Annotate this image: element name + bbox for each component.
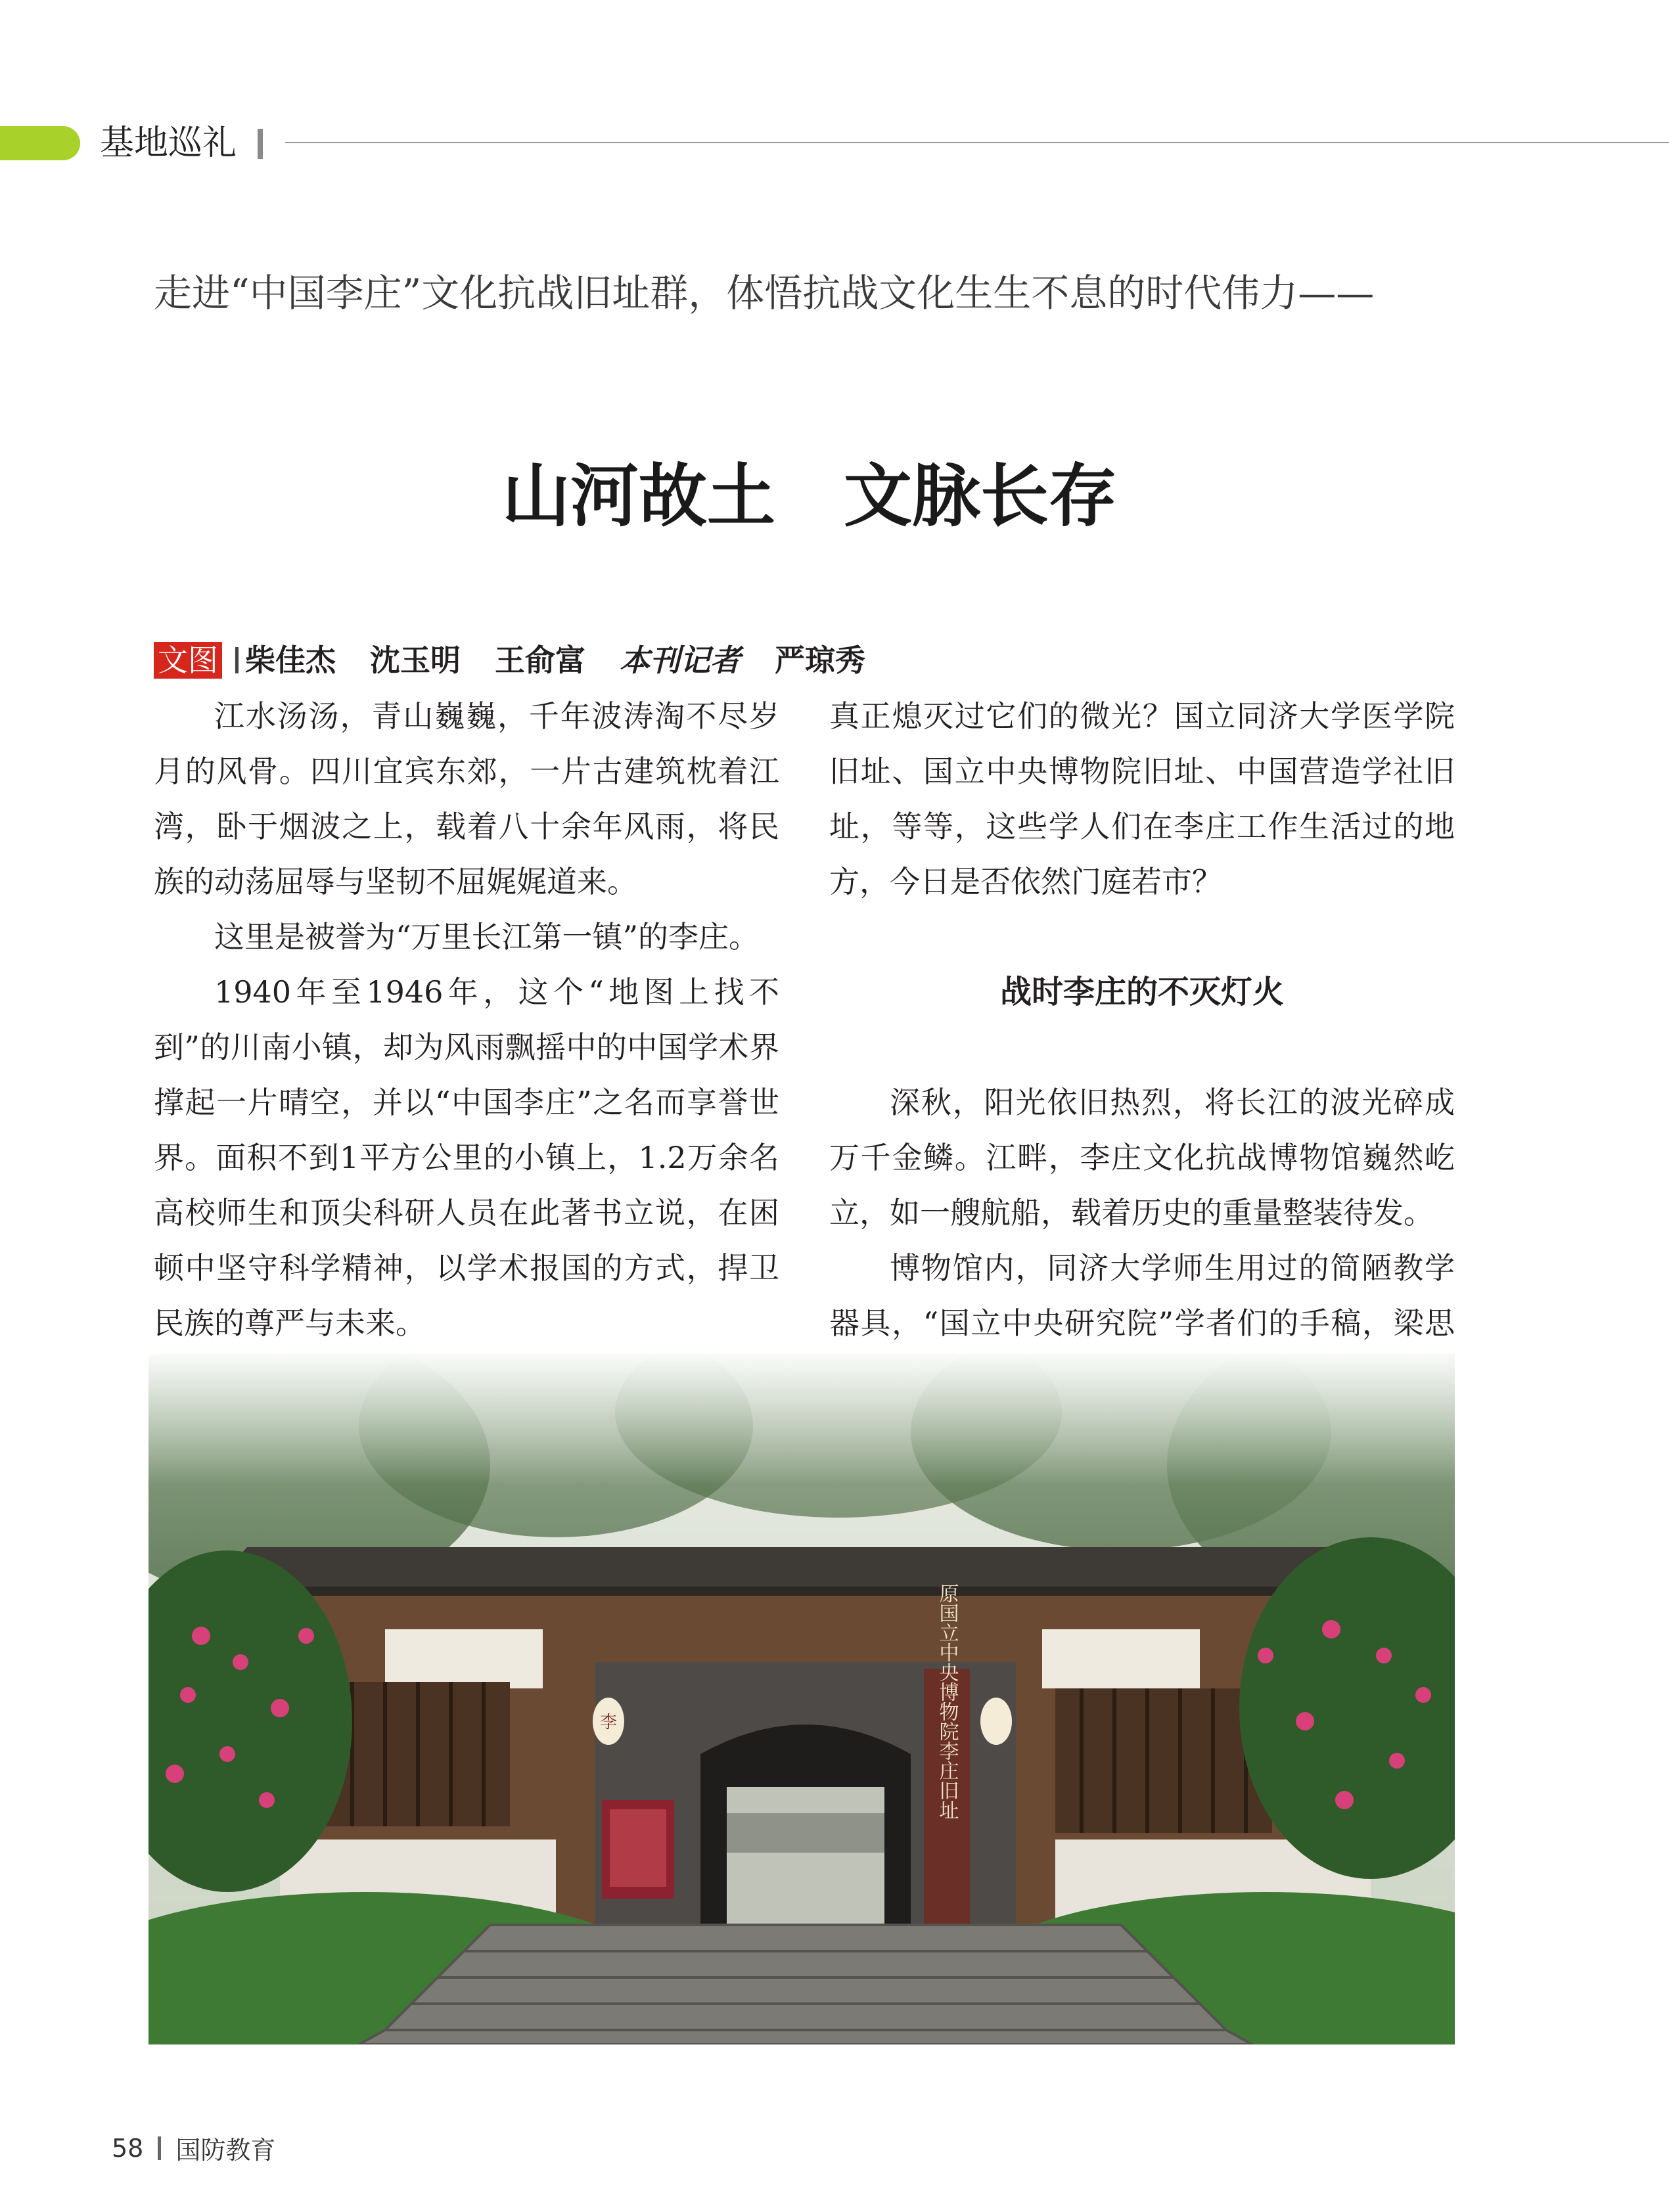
footer-separator: [158, 2136, 161, 2160]
body-paragraph: 江水汤汤，青山巍巍，千年波涛淘不尽岁月的风骨。四川宜宾东郊，一片古建筑枕着江湾，卧于烟波之上，载着八十余年风雨，将民族的动荡屈辱与坚韧不屈娓娓道来。: [154, 698, 779, 899]
section-divider-bar: [258, 129, 263, 159]
page-footer: [112, 2130, 275, 2166]
byline-role: 本刊记者: [620, 643, 741, 678]
body-paragraph: 深秋，阳光依旧热烈，将长江的波光碎成万千金鳞。江畔，李庄文化抗战博物馆巍然屹立，如一艘航船，载着历史的重量整装待发。: [829, 1085, 1455, 1230]
signboard-text: 原国立中央博物院李庄旧址: [935, 1583, 959, 1820]
byline-author: 王俞富: [495, 643, 585, 678]
lantern-text: 李: [599, 1713, 618, 1732]
body-paragraph: 博物馆内，同济大学师生用过的简陋教学器具，“国立中央研究院”学者们的手稿，梁思: [829, 1250, 1455, 1341]
byline-separator: [235, 647, 239, 673]
publication-name: 国防教育: [175, 2136, 276, 2165]
body-paragraph: 这里是被誉为“万里长江第一镇”的李庄。: [214, 919, 760, 955]
article-title: 山河故土 文脉长存: [501, 456, 1117, 536]
byline-author: 沈玉明: [370, 643, 461, 678]
header-rule: [285, 142, 1669, 143]
page-number: 58: [112, 2133, 144, 2163]
section-label: 基地巡礼: [100, 124, 237, 163]
body-paragraph: 1940年至1946年，这个“地图上找不到”的川南小镇，却为风雨飘摇中的中国学术界撑起一片晴空，并以“中国李庄”之名而享誉世界。面积不到1平方公里的小镇上，1.2万余名高校师生和顶尖科研人员在此著书立说，在困顿中坚守科学精神，以学术报国的方式，捍卫民族的尊严与未来。: [154, 974, 779, 1341]
body-column-right: [829, 688, 1455, 1461]
body-paragraph: 真正熄灭过它们的微光？国立同济大学医学院旧址、国立中央博物院旧址、中国营造学社旧址，等等，这些学人们在李庄工作生活过的地方，今日是否依然门庭若市？: [829, 698, 1455, 899]
section-tab-marker: [0, 126, 80, 160]
byline-author: 柴佳杰: [245, 643, 336, 678]
section-subhead: 战时李庄的不灭灯火: [999, 974, 1284, 1010]
photo-fade-overlay: [149, 1347, 1455, 1485]
byline-label: 文图: [154, 642, 222, 679]
byline-reporter: 严琼秀: [775, 643, 865, 678]
article-lead: 走进“中国李庄”文化抗战旧址群，体悟抗战文化生生不息的时代伟力——: [154, 271, 1375, 315]
byline: [154, 641, 900, 679]
